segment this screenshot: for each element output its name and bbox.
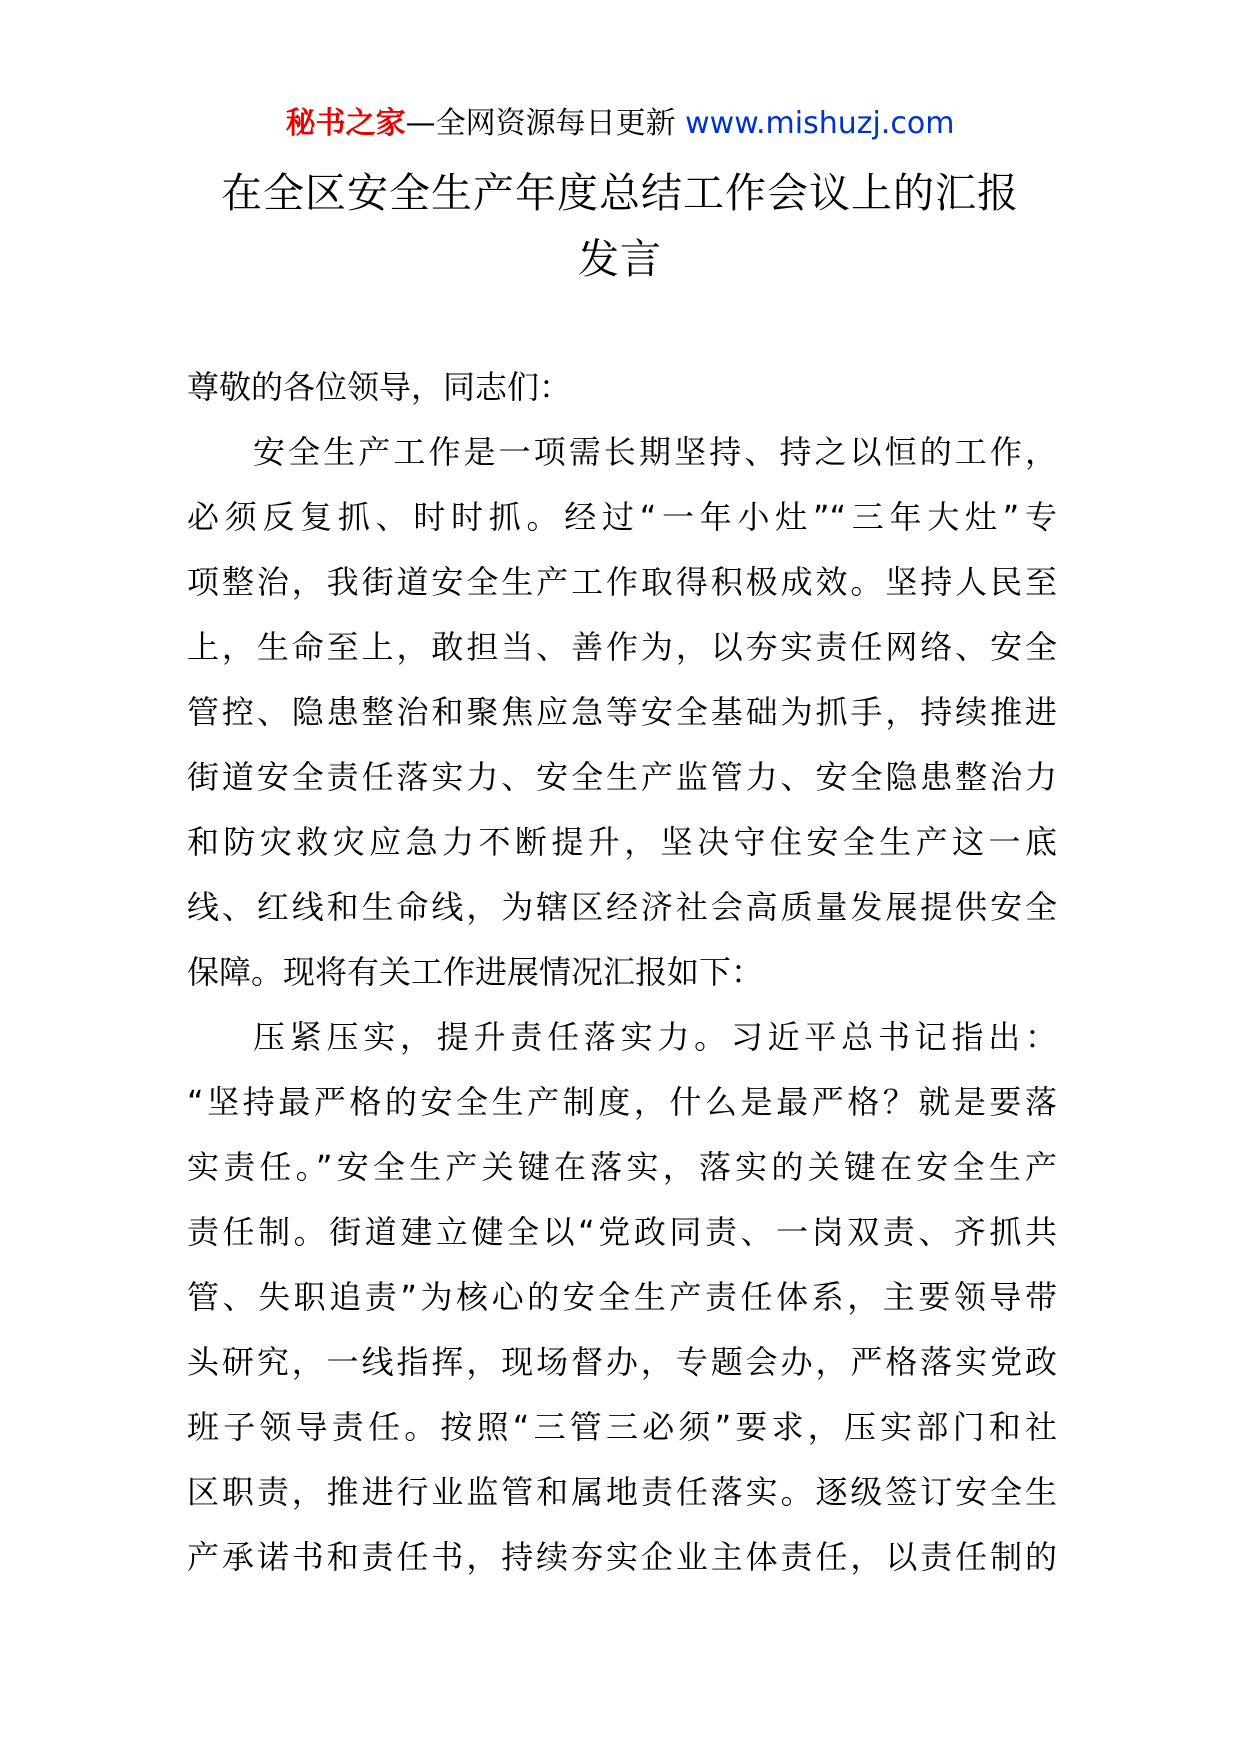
site-brand: 秘书之家 [285, 106, 406, 141]
site-slogan: —全网资源每日更新 [405, 106, 676, 141]
paragraph-line: 产承诺书和责任书，持续夯实企业主体责任，以责任制的 [187, 1538, 1057, 1576]
title-line-2: 发言 [578, 235, 662, 283]
document-title [180, 160, 1060, 292]
paragraph-line: 责任制。街道建立健全以“党政同责、一岗双责、齐抓共 [187, 1213, 1057, 1251]
paragraph-line: 头研究，一线指挥，现场督办，专题会办，严格落实党政 [187, 1343, 1057, 1381]
paragraph-line: 管控、隐患整治和聚焦应急等安全基础为抓手，持续推进 [187, 693, 1057, 731]
site-header [0, 102, 1240, 146]
paragraph-line: 实责任。”安全生产关键在落实，落实的关键在安全生产 [187, 1148, 1057, 1186]
site-url-link[interactable]: www.mishuzj.com [685, 106, 955, 141]
paragraph-line: 班子领导责任。按照“三管三必须”要求，压实部门和社 [187, 1408, 1057, 1446]
document-body [187, 355, 1057, 1590]
paragraph-line: 必须反复抓、时时抓。经过“一年小灶”“三年大灶”专 [187, 498, 1057, 536]
paragraph-line: 线、红线和生命线，为辖区经济社会高质量发展提供安全 [187, 888, 1057, 926]
paragraph-line: 管、失职追责”为核心的安全生产责任体系，主要领导带 [187, 1278, 1057, 1316]
paragraph-line: 街道安全责任落实力、安全生产监管力、安全隐患整治力 [187, 758, 1057, 796]
paragraph-line: “坚持最严格的安全生产制度，什么是最严格？就是要落 [187, 1083, 1057, 1121]
salutation: 尊敬的各位领导，同志们： [187, 368, 572, 406]
title-line-1: 在全区安全生产年度总结工作会议上的汇报 [221, 169, 1019, 217]
paragraph-line: 上，生命至上，敢担当、善作为，以夯实责任网络、安全 [187, 628, 1057, 666]
paragraph-line: 项整治，我街道安全生产工作取得积极成效。坚持人民至 [187, 563, 1057, 601]
paragraph-line: 区职责，推进行业监管和属地责任落实。逐级签订安全生 [187, 1473, 1057, 1511]
paragraph-line: 安全生产工作是一项需长期坚持、持之以恒的工作， [253, 433, 1057, 471]
paragraph-line: 和防灾救灾应急力不断提升，坚决守住安全生产这一底 [187, 823, 1057, 861]
paragraph-line: 保障。现将有关工作进展情况汇报如下： [187, 953, 764, 991]
section-heading-line: 压紧压实，提升责任落实力。习近平总书记指出： [253, 1018, 1057, 1056]
